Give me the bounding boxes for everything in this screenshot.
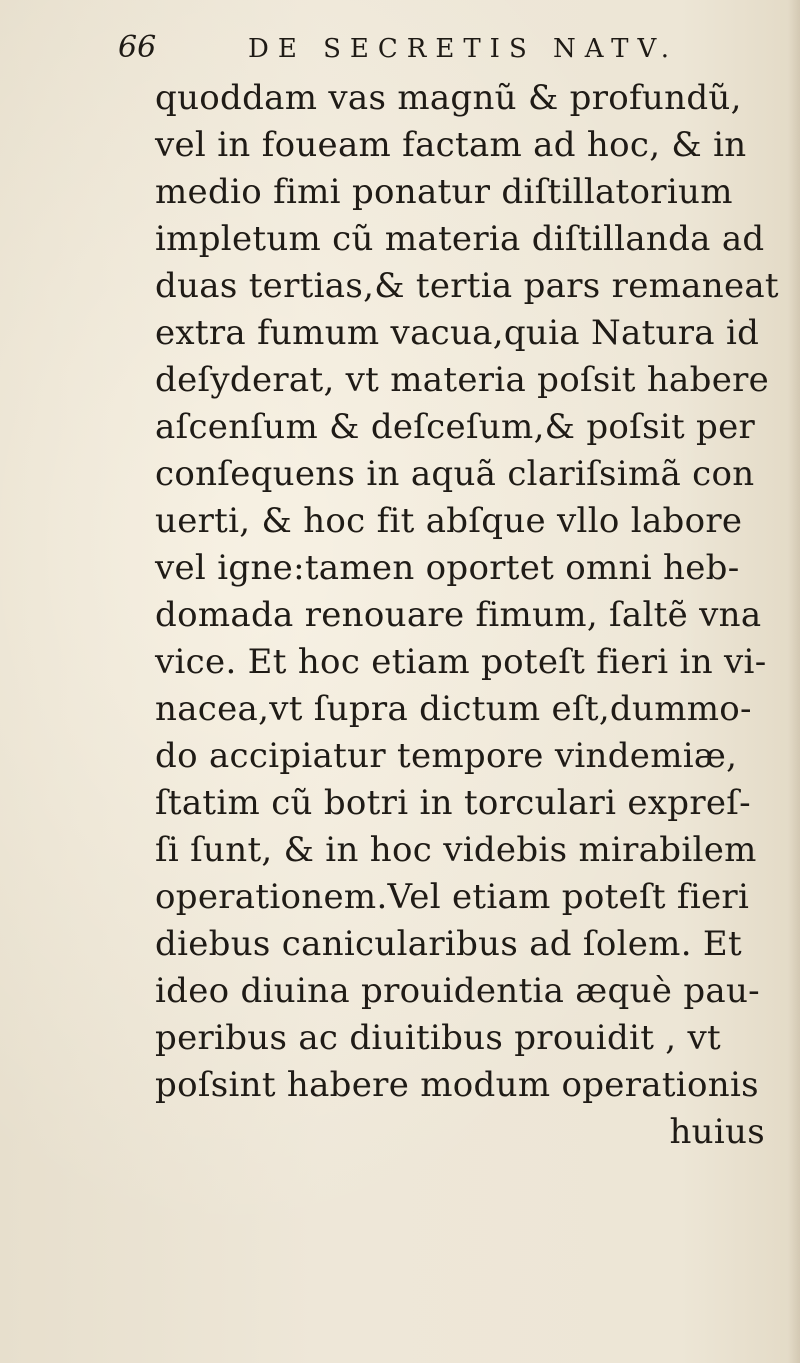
text-line: ideo diuina prouidentia æquè pau- bbox=[155, 971, 760, 1011]
page-number: 66 bbox=[118, 30, 157, 65]
text-line: vel igne:tamen oportet omni heb- bbox=[155, 548, 740, 588]
text-line: conſequens in aquã clariſsimã con bbox=[155, 454, 755, 494]
text-line: impletum cũ materia diſtillanda ad bbox=[155, 219, 765, 259]
text-line: domada renouare fimum, ſaltẽ vna bbox=[155, 595, 762, 635]
running-head: DE SECRETIS NATV. bbox=[248, 34, 678, 64]
text-line: ſi ſunt, & in hoc videbis mirabilem bbox=[155, 830, 757, 870]
text-line: deſyderat, vt materia poſsit habere bbox=[155, 360, 770, 400]
text-line: aſcenſum & deſceſum,& poſsit per bbox=[155, 407, 756, 447]
page-header bbox=[118, 30, 758, 70]
text-line: nacea,vt ſupra dictum eſt,dummo- bbox=[155, 689, 752, 729]
text-line: operationem.Vel etiam poteſt fieri bbox=[155, 877, 750, 917]
page-edge-shadow bbox=[788, 0, 800, 1363]
text-line: extra fumum vacua,quia Natura id bbox=[155, 313, 760, 353]
text-line: diebus canicularibus ad ſolem. Et bbox=[155, 924, 743, 964]
text-line: peribus ac diuitibus prouidit , vt bbox=[155, 1018, 721, 1058]
text-line: do accipiatur tempore vindemiæ, bbox=[155, 736, 738, 776]
text-line: medio fimi ponatur diſtillatorium bbox=[155, 172, 733, 212]
text-line: ſtatim cũ botri in torculari expreſ- bbox=[155, 783, 751, 823]
text-line: quoddam vas magnũ & profundũ, bbox=[155, 78, 742, 118]
body-text bbox=[155, 75, 779, 1156]
text-line: vice. Et hoc etiam poteſt fieri in vi- bbox=[155, 642, 767, 682]
text-line: vel in foueam factam ad hoc, & in bbox=[155, 125, 747, 165]
catchword: huius bbox=[669, 1112, 765, 1152]
text-line: duas tertias,& tertia pars remaneat bbox=[155, 266, 779, 306]
text-line: poſsint habere modum operationis bbox=[155, 1065, 759, 1105]
text-line: uerti, & hoc fit abſque vllo labore bbox=[155, 501, 743, 541]
